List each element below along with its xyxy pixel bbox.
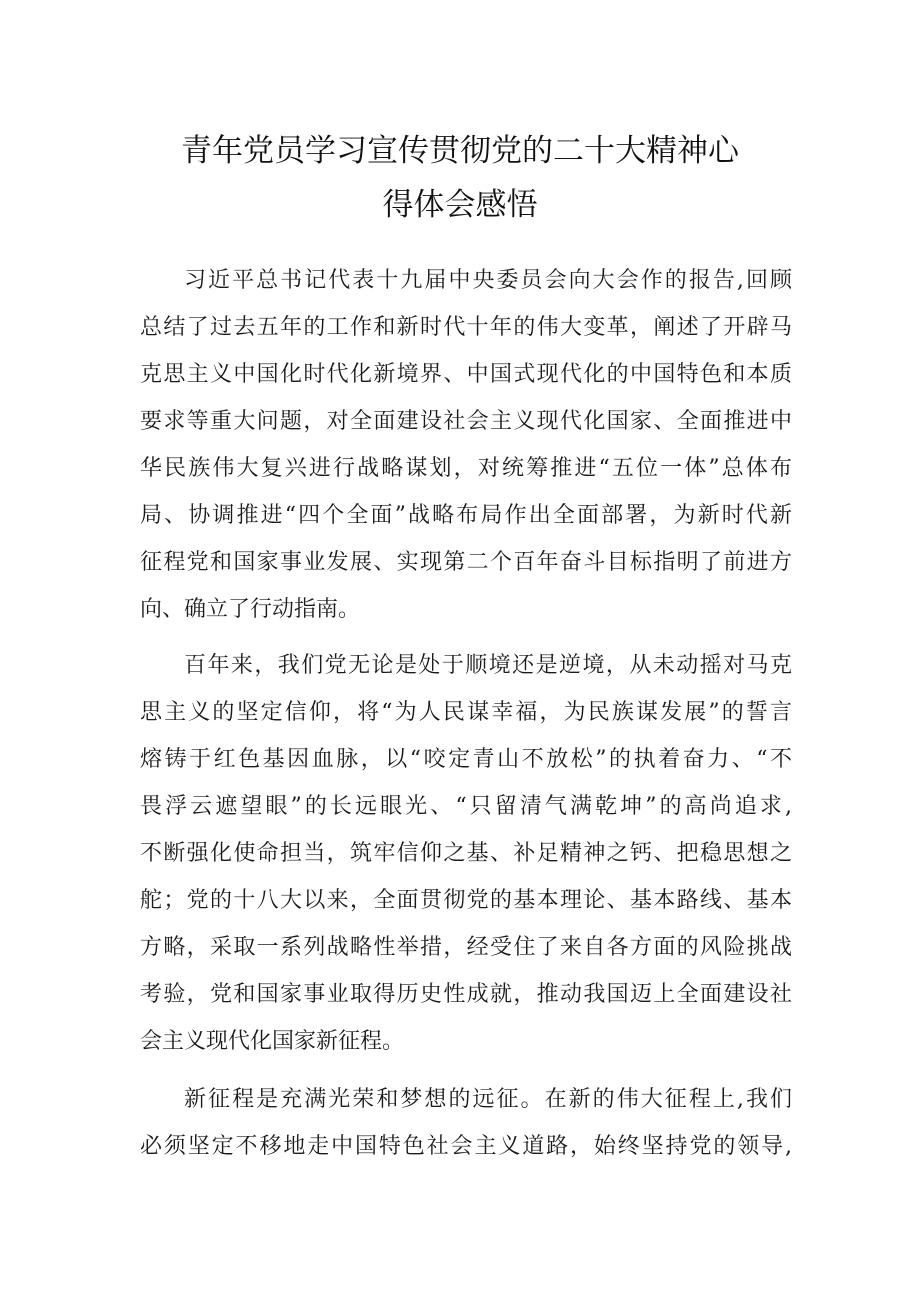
paragraph-line: 思主义的坚定信仰，将“为人民谋幸福，为民族谋发展”的誓言 (140, 700, 792, 725)
paragraph-line: 向、确立了行动指南。 (140, 597, 361, 622)
paragraph-line: 克思主义中国化时代化新境界、中国式现代化的中国特色和本质 (140, 362, 792, 387)
paragraph-line: 考验，党和国家事业取得历史性成就，推动我国迈上全面建设社 (140, 982, 792, 1007)
paragraph-line: 总结了过去五年的工作和新时代十年的伟大变革，阐述了开辟马 (140, 315, 792, 340)
paragraph-line: 必须坚定不移地走中国特色社会主义道路，始终坚持党的领导, (140, 1134, 792, 1159)
paragraph-line: 畏浮云遮望眼”的长远眼光、“只留清气满乾坤”的高尚追求, (140, 794, 792, 819)
paragraph-line: 熔铸于红色基因血脉，以“咬定青山不放松”的执着奋力、“不 (140, 747, 792, 772)
paragraph-line: 新征程是充满光荣和梦想的远征。在新的伟大征程上,我们 (184, 1087, 792, 1112)
document-title-line-2: 得体会感悟 (382, 187, 538, 223)
paragraph-line: 百年来，我们党无论是处于顺境还是逆境，从未动摇对马克 (184, 653, 792, 678)
paragraph-line: 方略，采取一系列战略性举措，经受住了来自各方面的风险挑战 (140, 935, 792, 960)
paragraph-line: 习近平总书记代表十九届中央委员会向大会作的报告,回顾 (184, 268, 792, 293)
paragraph-line: 舵；党的十八大以来，全面贯彻党的基本理论、基本路线、基本 (140, 888, 792, 913)
paragraph-line: 不断强化使命担当，筑牢信仰之基、补足精神之钙、把稳思想之 (140, 841, 792, 866)
document-title-line-1: 青年党员学习宣传贯彻党的二十大精神心 (181, 133, 739, 169)
paragraph-line: 局、协调推进“四个全面”战略布局作出全面部署，为新时代新 (140, 503, 792, 528)
paragraph-line: 会主义现代化国家新征程。 (140, 1029, 405, 1054)
paragraph-line: 华民族伟大复兴进行战略谋划，对统筹推进“五位一体”总体布 (140, 456, 792, 481)
paragraph-line: 要求等重大问题，对全面建设社会主义现代化国家、全面推进中 (140, 409, 792, 434)
paragraph-line: 征程党和国家事业发展、实现第二个百年奋斗目标指明了前进方 (140, 550, 792, 575)
